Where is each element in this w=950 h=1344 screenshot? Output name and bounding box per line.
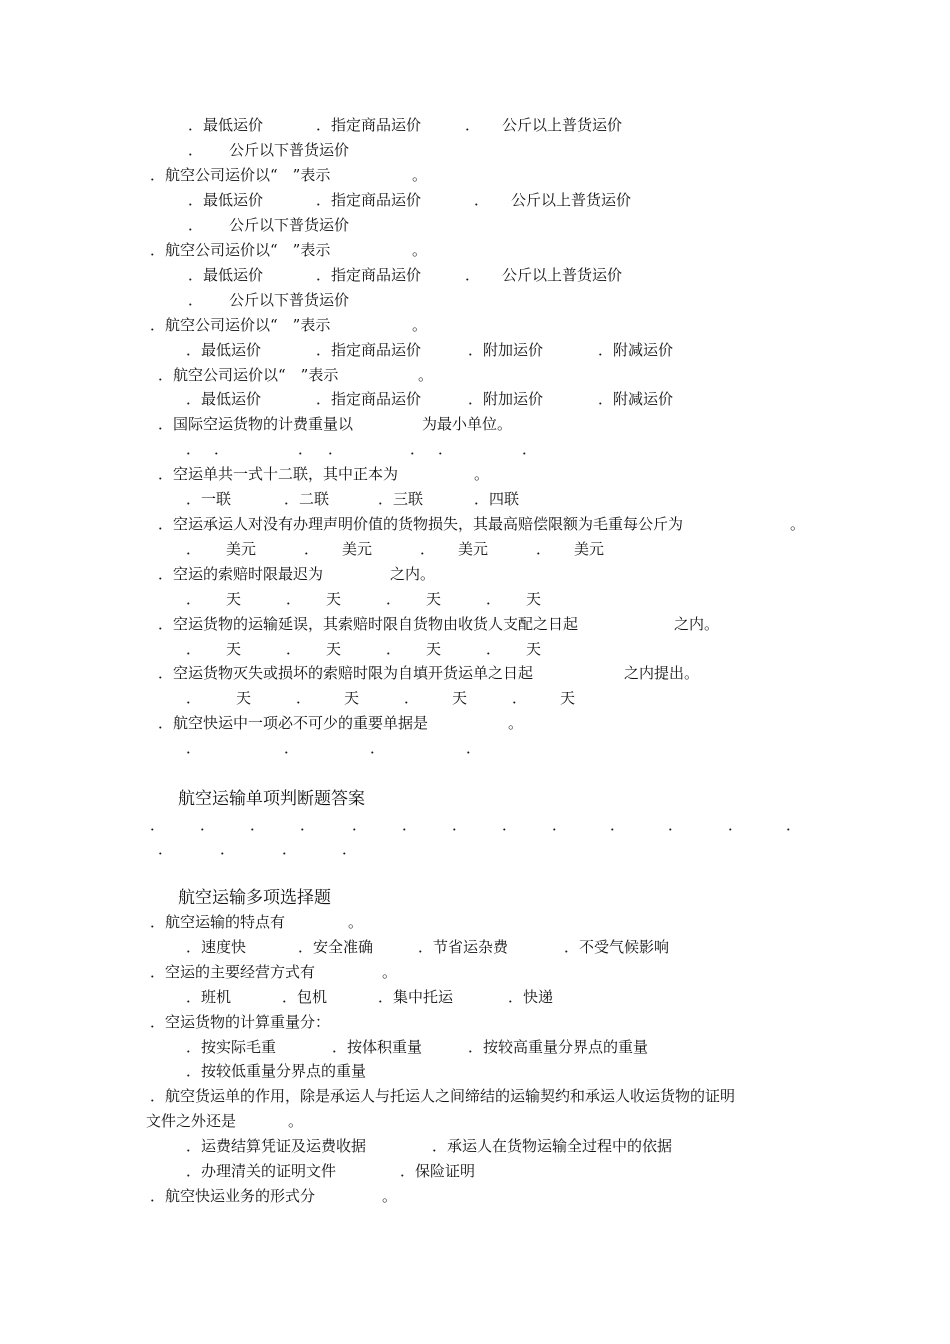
text-segment: 。: [382, 963, 398, 981]
text-segment: 之内。: [390, 565, 436, 583]
text-segment: ．: [420, 540, 436, 558]
text-segment: ．: [300, 816, 316, 834]
text-segment: ．: [486, 640, 502, 658]
text-segment: 公斤以下普货运价: [229, 291, 350, 309]
text-segment: 公斤以下普货运价: [229, 216, 350, 234]
text-segment: ．: [186, 590, 202, 608]
text-segment: ．节省运杂费: [418, 938, 509, 956]
text-segment: ．附加运价: [468, 341, 544, 359]
text-segment: ．: [522, 440, 538, 458]
text-segment: ．: [486, 590, 502, 608]
text-segment: 美元: [458, 540, 489, 558]
text-segment: ．集中托运: [378, 988, 454, 1006]
text-segment: ．: [352, 816, 368, 834]
text-segment: ．一联: [186, 490, 232, 508]
text-segment: ．安全准确: [298, 938, 374, 956]
text-segment: 天: [344, 689, 360, 707]
text-segment: ．: [386, 640, 402, 658]
text-segment: ．: [668, 816, 684, 834]
text-segment: ．: [502, 816, 518, 834]
text-segment: ．: [402, 816, 418, 834]
text-segment: 文件之外还是: [146, 1112, 237, 1130]
text-segment: ．空运承运人对没有办理声明价值的货物损失，其最高赔偿限额为毛重每公斤为: [158, 515, 684, 533]
text-segment: ．三联: [378, 490, 424, 508]
text-segment: ．指定商品运价: [316, 390, 422, 408]
text-segment: ．: [728, 816, 744, 834]
text-segment: ．: [370, 739, 386, 757]
text-segment: ．: [438, 440, 454, 458]
text-segment: ．航空运输的特点有: [150, 913, 286, 931]
text-segment: 。: [412, 166, 428, 184]
text-segment: 天: [560, 689, 576, 707]
text-segment: 公斤以上普货运价: [511, 191, 632, 209]
text-segment: ．不受气候影响: [564, 938, 670, 956]
text-segment: ．按实际毛重: [186, 1038, 277, 1056]
text-segment: ．指定商品运价: [316, 341, 422, 359]
text-segment: ．空运的主要经营方式有: [150, 963, 316, 981]
text-segment: ．最低运价: [186, 390, 262, 408]
text-segment: ．: [186, 640, 202, 658]
text-segment: ．: [296, 689, 312, 707]
text-segment: ．: [284, 739, 300, 757]
text-segment: 为最小单位。: [422, 415, 513, 433]
text-segment: 。: [412, 316, 428, 334]
text-segment: ．承运人在货物运输全过程中的依据: [432, 1137, 673, 1155]
text-segment: ．: [404, 689, 420, 707]
text-segment: ．: [304, 540, 320, 558]
text-segment: ．航空公司运价以“ ”表示: [158, 366, 339, 384]
text-segment: ．: [186, 689, 202, 707]
text-segment: ．: [214, 440, 230, 458]
text-segment: ．: [186, 440, 202, 458]
text-segment: ．: [610, 816, 626, 834]
text-segment: 天: [526, 640, 542, 658]
text-segment: ．空运货物的计算重量分：: [150, 1013, 331, 1031]
text-segment: 。: [474, 465, 490, 483]
text-segment: ．: [220, 840, 236, 858]
text-segment: 。: [348, 913, 364, 931]
text-segment: ．航空快运业务的形式分: [150, 1187, 316, 1205]
text-segment: ．运费结算凭证及运费收据: [186, 1137, 367, 1155]
text-segment: ．包机: [282, 988, 328, 1006]
text-segment: 之内提出。: [624, 664, 700, 682]
text-segment: ．: [465, 116, 481, 134]
text-segment: ．: [286, 640, 302, 658]
text-segment: 天: [226, 590, 242, 608]
text-segment: ．最低运价: [186, 341, 262, 359]
text-segment: ．: [386, 590, 402, 608]
text-segment: ．空运货物灭失或损坏的索赔时限为自填开货运单之日起: [158, 664, 534, 682]
text-segment: ．办理清关的证明文件: [186, 1162, 337, 1180]
text-segment: 天: [326, 590, 342, 608]
text-segment: ．保险证明: [400, 1162, 476, 1180]
text-segment: ．: [512, 689, 528, 707]
text-segment: ．: [298, 440, 314, 458]
text-segment: 天: [452, 689, 468, 707]
text-segment: ．按较高重量分界点的重量: [468, 1038, 649, 1056]
text-segment: ．空运单共一式十二联，其中正本为: [158, 465, 399, 483]
text-segment: 美元: [574, 540, 605, 558]
text-segment: ．航空公司运价以“ ”表示: [150, 241, 331, 259]
text-segment: 天: [326, 640, 342, 658]
text-segment: ．: [552, 816, 568, 834]
text-segment: ．指定商品运价: [316, 116, 422, 134]
text-segment: 。: [412, 241, 428, 259]
section-heading-multiple-choice: 航空运输多项选择题: [178, 888, 331, 908]
text-segment: 天: [426, 590, 442, 608]
text-segment: ．: [188, 141, 204, 159]
text-segment: ．国际空运货物的计费重量以: [158, 415, 354, 433]
text-segment: 天: [426, 640, 442, 658]
text-segment: ．按较低重量分界点的重量: [186, 1062, 367, 1080]
text-segment: ．: [188, 216, 204, 234]
text-segment: ．航空快运中一项必不可少的重要单据是: [158, 714, 429, 732]
text-segment: ．指定商品运价: [316, 266, 422, 284]
text-segment: ．: [188, 291, 204, 309]
text-segment: 公斤以下普货运价: [229, 141, 350, 159]
text-segment: 。: [382, 1187, 398, 1205]
text-segment: ．: [286, 590, 302, 608]
text-segment: 公斤以上普货运价: [502, 116, 623, 134]
text-segment: ．: [452, 816, 468, 834]
text-segment: ．速度快: [186, 938, 247, 956]
text-segment: ．: [466, 739, 482, 757]
text-segment: ．: [786, 816, 802, 834]
text-segment: ．指定商品运价: [316, 191, 422, 209]
text-segment: ．快递: [508, 988, 554, 1006]
text-segment: ．二联: [284, 490, 330, 508]
text-segment: ．最低运价: [188, 191, 264, 209]
text-segment: ．按体积重量: [332, 1038, 423, 1056]
text-segment: ．班机: [186, 988, 232, 1006]
section-heading-answers: 航空运输单项判断题答案: [178, 789, 365, 809]
text-segment: ．航空公司运价以“ ”表示: [150, 166, 331, 184]
text-segment: ．: [200, 816, 216, 834]
text-segment: ．: [465, 266, 481, 284]
text-segment: ．: [186, 739, 202, 757]
text-segment: ．: [158, 840, 174, 858]
text-segment: ．航空公司运价以“ ”表示: [150, 316, 331, 334]
text-segment: ．空运货物的运输延误，其索赔时限自货物由收货人支配之日起: [158, 615, 579, 633]
text-segment: 美元: [226, 540, 257, 558]
text-segment: ．: [150, 816, 166, 834]
text-segment: 天: [236, 689, 252, 707]
text-segment: ．: [536, 540, 552, 558]
text-segment: 天: [226, 640, 242, 658]
text-segment: ．: [410, 440, 426, 458]
text-segment: ．: [250, 816, 266, 834]
text-segment: 。: [790, 515, 806, 533]
text-segment: ．: [342, 840, 358, 858]
text-segment: 。: [508, 714, 524, 732]
text-segment: 之内。: [674, 615, 720, 633]
text-segment: 公斤以上普货运价: [502, 266, 623, 284]
text-segment: ．空运的索赔时限最迟为: [158, 565, 324, 583]
text-segment: ．航空货运单的作用，除是承运人与托运人之间缔结的运输契约和承运人收运货物的证明: [150, 1087, 736, 1105]
text-segment: ．: [282, 840, 298, 858]
text-segment: ．附减运价: [598, 341, 674, 359]
text-segment: ．: [328, 440, 344, 458]
text-segment: 。: [418, 366, 434, 384]
text-segment: ．附减运价: [598, 390, 674, 408]
text-segment: ．附加运价: [468, 390, 544, 408]
text-segment: ．最低运价: [188, 266, 264, 284]
text-segment: 美元: [342, 540, 373, 558]
text-segment: ．: [186, 540, 202, 558]
text-segment: ．: [474, 191, 490, 209]
text-segment: 天: [526, 590, 542, 608]
text-segment: ．最低运价: [188, 116, 264, 134]
text-segment: 。: [288, 1112, 304, 1130]
text-segment: ．四联: [474, 490, 520, 508]
